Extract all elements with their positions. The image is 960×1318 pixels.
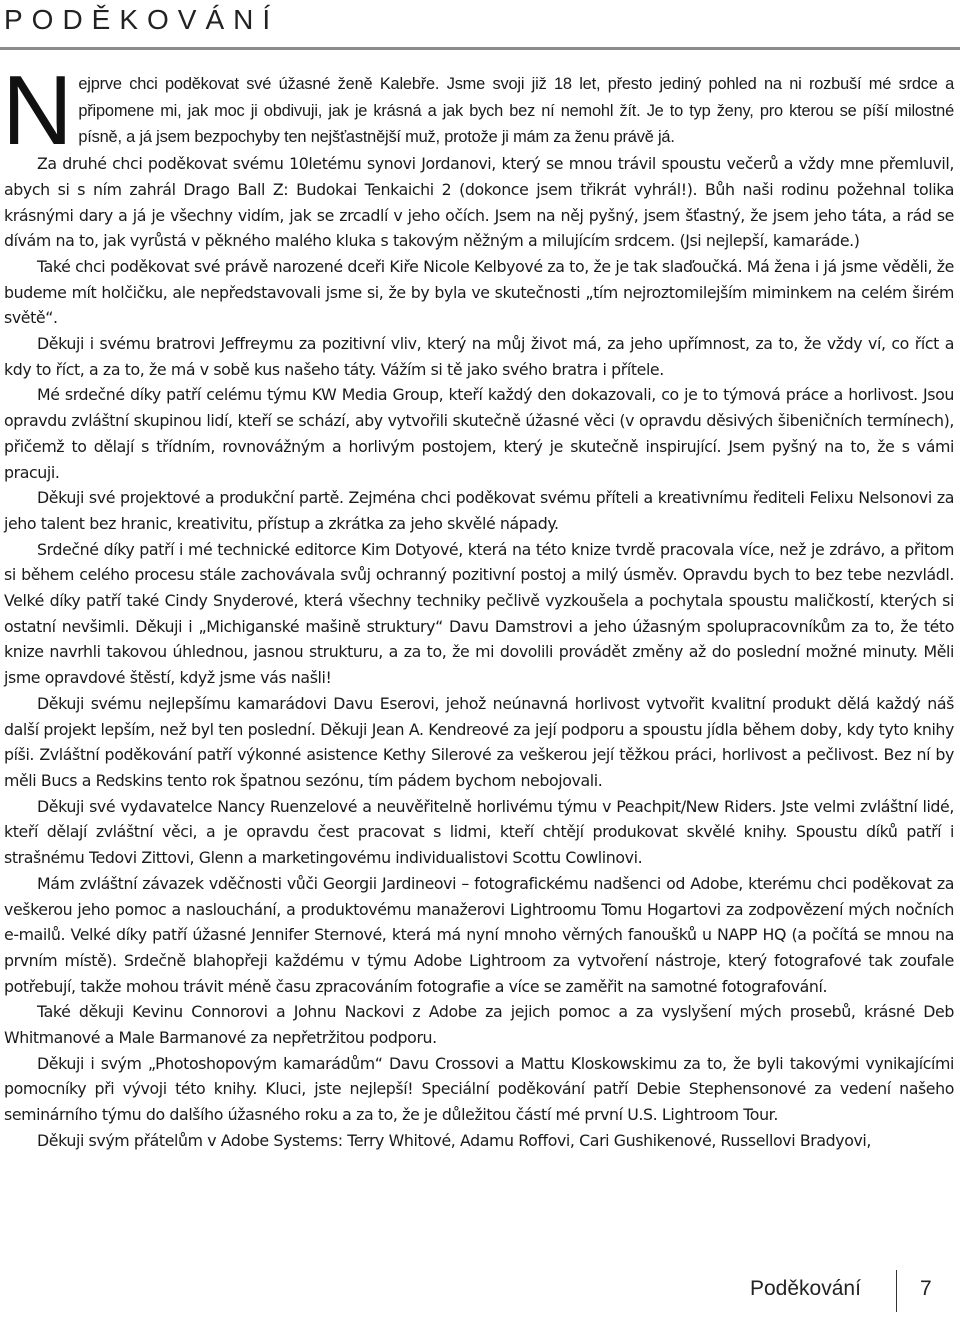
paragraph-production-team: Děkuji své projektové a produkční partě. Zejména chci poděkovat svému příteli a kreativnímu řediteli Felixu Nelsonovi za jeho talent bez hranic, kreativitu, přístup a zkrátka za jeho skvělé nápady. (4, 488, 954, 533)
paragraph-best-friend: Děkuji svému nejlepšímu kamarádovi Davu Eserovi, jehož neúnavná horlivost vytvořit kvalitní produkt dělá každý náš další projekt lepším, než byl ten poslední. Děkuji Jean A. Kendreové za její podporu a spoustu jídla během doby, kdy tyto knihy píši. Zvláštní poděkování patří výkonné asistence Kethy Silerové za veškerou její těžkou práci, horlivost a pečlivost. Bez ní by měli Bucs a Redskins tento rok špatnou sezónu, tím pádem bychom nebojovali. (4, 693, 954, 790)
page-number: 7 (920, 1277, 932, 1300)
footer-section-label: Poděkování (750, 1277, 861, 1300)
paragraph-editors: Srdečné díky patří i mé technické editorce Kim Dotyové, která na této knize tvrdě pracovala více, než je zdrávo, a přitom si během celého procesu stále zachovávala svůj ochranný pozitivní postoj a milý úsměv. Opravdu bych to bez tebe nezvládl. Velké díky patří také Cindy Snyderové, která všechny techniky pečlivě vyzkoušela a pochytala spoustu maličkostí, kterých si ostatní nevšimli. Děkuji i „Michiganské mašině struktury“ Davu Damstrovi a jeho úžasným spolupracovníkům za to, že této knize navrhli takovou úhlednou, jasnou strukturu, a za to, že mi dovolili provádět změny až do poslední možné minuty. Měli jsme opravdové štěstí, když jsme vás našli! (4, 539, 954, 688)
intro-text: ejprve chci poděkovat své úžasné ženě Kalebře. Jsme svoji již 18 let, přesto jediný pohled na ni rozbuší mé srdce a připomene mi, jak moc ji obdivuji, jak je krásná a jak bych bez ní nemohl žít. Je to typ ženy, pro kterou se píší milostné písně, a já jsem bezpochyby ten nejšťastnější muž, protože ji mám za ženu právě já. (78, 75, 954, 147)
body-text (2, 55, 954, 1154)
paragraph-adobe-friends: Děkuji svým přátelům v Adobe Systems: Terry Whitové, Adamu Roffovi, Cari Gushikenové, Russellovi Bradyovi, (37, 1130, 872, 1150)
page-title: PODĚKOVÁNÍ (4, 4, 280, 35)
paragraph-photoshop-guys: Děkuji i svým „Photoshopovým kamarádům“ Davu Crossovi a Mattu Kloskowskimu za to, že byli takovými vynikajícími pomocníky při vývoji této knihy. Kluci, jste nejlepší! Speciální poděkování patří Debie Stephensonové za vedení našeho seminárního týmu do dalšího úžasného roku a za to, že je důležitou částí mé první U.S. Lightroom Tour. (4, 1053, 954, 1125)
title-rule (0, 47, 960, 50)
paragraph-publisher: Děkuji své vydavatelce Nancy Ruenzelové a neuvěřitelně horlivému týmu v Peachpit/New Riders. Jste velmi zvláštní lidé, kteří dělají zvláštní věci, a je opravdu čest pracovat s lidmi, kteří chtějí produkovat skvělé knihy. Spoustu díků patří i strašnému Tedovi Zittovi, Glenn a marketingovému individualistovi Scottu Cowlinovi. (4, 796, 954, 868)
paragraph-son: Za druhé chci poděkovat svému 10letému synovi Jordanovi, který se mnou trávil spoustu večerů a vždy mne přemluvil, abych si s ním zahrál Drago Ball Z: Budokai Tenkaichi 2 (dokonce jsem třikrát vyhrál!). Bůh naši rodinu požehnal tolika krásnými dary a já je všechny vidím, jak se zrcadlí v jeho očích. Jsem na něj pyšný, jsem šťastný, že jsem jeho táta, a rád se dívám na to, jak vyrůstá v pěkného malého kluka s takovým něžným a milujícím srdcem. (Jsi nejlepší, kamaráde.) (4, 154, 954, 251)
footer-divider (896, 1270, 897, 1312)
paragraph-brother: Děkuji i svému bratrovi Jeffreymu za pozitivní vliv, který na můj život má, za jeho upřímnost, za to, že vždy ví, co říct a kdy to říct, a za to, že má v sobě kus našeho táty. Vážím si tě jako svého bratra i přítele. (4, 334, 954, 379)
paragraph-adobe-support: Také děkuji Kevinu Connorovi a Johnu Nackovi z Adobe za jejich pomoc a za vyslyšení mých prosebů, krásné Deb Whitmanové a Male Barmanové za nepřetržitou podporu. (4, 1002, 954, 1048)
intro-paragraph (2, 55, 954, 165)
paragraph-daughter: Také chci poděkovat své právě narozené dceři Kiře Nicole Kelbyové za to, že je tak slaďoučká. Má žena i já jsme věděli, že budeme mít holčičku, ale nepředstavovali jsme si, že by byla ve skutečnosti „tím nejroztomilejším miminkem na celém širém světě“. (4, 256, 954, 328)
drop-cap: N (2, 55, 73, 165)
paragraph-adobe-thanks: Mám zvláštní závazek vděčnosti vůči Georgii Jardineovi – fotografickému nadšenci od Adobe, kterému chci poděkovat za veškerou jeho pomoc a naslouchání, a produktovému manažerovi Lightroomu Tomu Hogartovi za zodpovězení mých nočních e-mailů. Velké díky patří úžasné Jennifer Sternové, která má nyní mnoho věrných fanoušků u NAPP HQ (a počítá se mnou na prvním místě). Srdečně blahopřeji každému v týmu Adobe Lightroom za vytvoření nástroje, který fotografové tak zoufale potřebují, takže mohou trávit méně času zpracováním fotografie a více se zaměřit na samotné fotografování. (4, 873, 954, 996)
paragraph-kw-media: Mé srdečné díky patří celému týmu KW Media Group, kteří každý den dokazovali, co je to týmová práce a horlivost. Jsou opravdu zvláštní skupinou lidí, kteří se schází, aby vytvořili skutečně úžasné věci (v opravdu děsivých šibeničních termínech), přičemž to dělají s třídním, rovnovážným a horlivým postojem, který je skutečně inspirující. Jsem pyšný na to, že s vámi pracuji. (4, 385, 954, 482)
